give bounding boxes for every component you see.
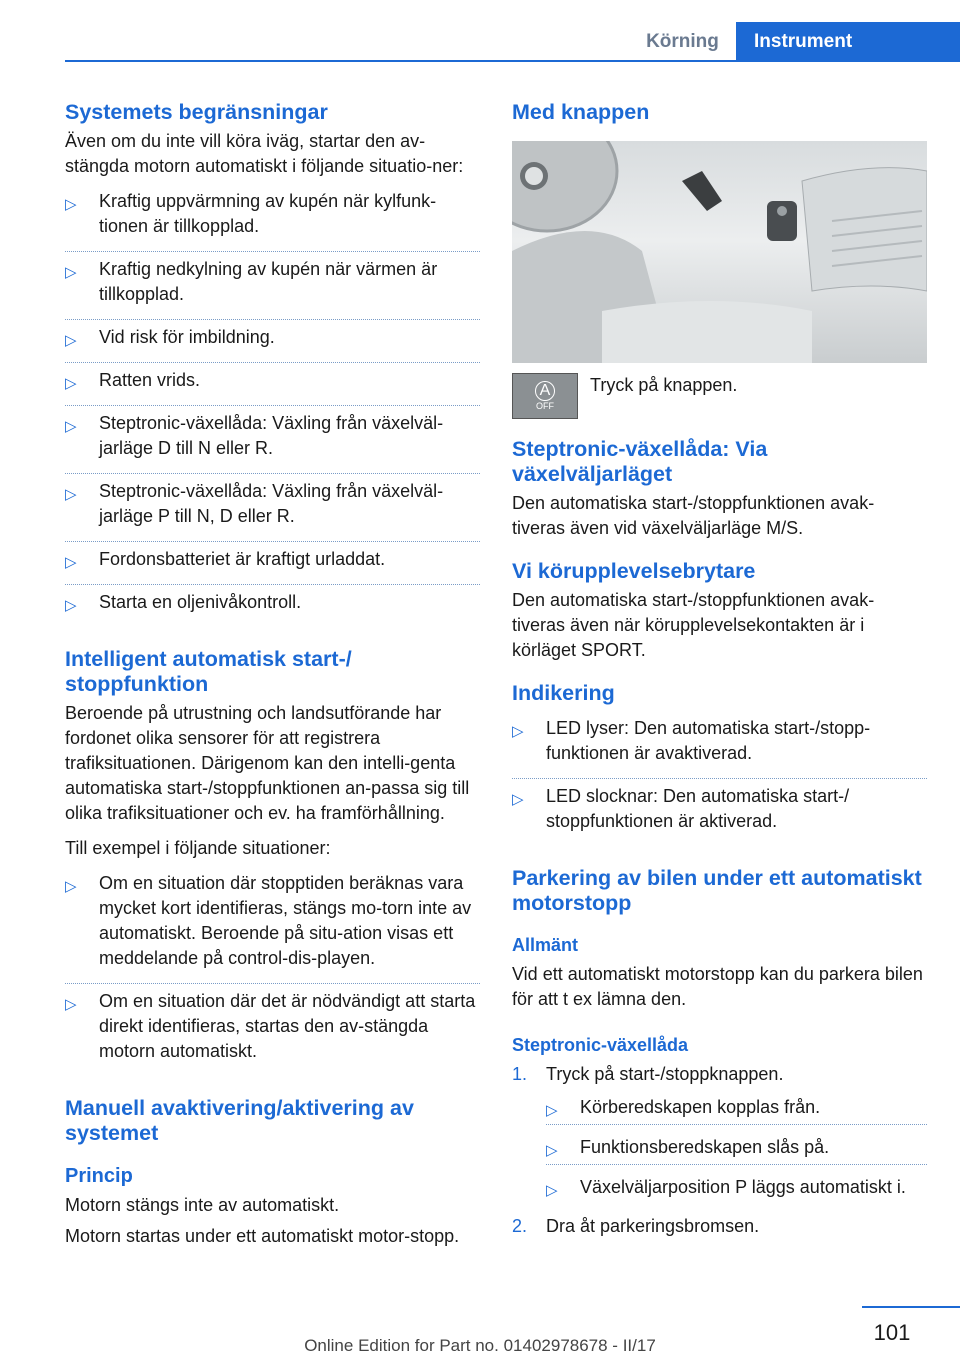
list-item-text: Om en situation där det är nödvändigt att starta direkt identifieras, startas den av-stängda motorn automatiskt. (99, 991, 476, 1061)
header-rule (65, 60, 960, 62)
list-item (512, 716, 927, 776)
page-number: 101 (873, 1320, 911, 1345)
triangle-bullet-icon: ▷ (512, 723, 524, 740)
list-item-text: Fordonsbatteriet är kraftigt urladdat. (99, 549, 386, 569)
step-subitem (546, 1095, 927, 1125)
princip-line-1: Motorn stängs inte av automatiskt. (65, 1195, 340, 1215)
list-item-text: Steptronic-växellåda: Växling från växelväl-jarläge P till N, D eller R. (99, 481, 444, 526)
list-item (65, 368, 480, 403)
intelligent-examples-intro: Till exempel i följande situationer: (65, 838, 331, 858)
step-text: Tryck på start-/stoppknappen. (546, 1064, 784, 1084)
list-item-text: LED slocknar: Den automatiska start-/ stoppfunktionen är aktiverad. (546, 786, 850, 831)
triangle-bullet-icon: ▷ (65, 878, 77, 895)
triangle-bullet-icon: ▷ (65, 418, 77, 435)
limitations-intro: Även om du inte vill köra iväg, startar den av-stängda motorn automatiskt i följande situatio-ner: (65, 131, 464, 176)
list-item (65, 547, 480, 582)
auto-start-stop-letter: A (535, 381, 555, 401)
page-footer (0, 1306, 960, 1362)
tab-section[interactable]: Körning (646, 31, 719, 52)
left-column (65, 100, 480, 1259)
triangle-bullet-icon: ▷ (65, 264, 77, 281)
list-item-text: LED lyser: Den automatiska start-/stopp-funktionen är avaktiverad. (546, 718, 871, 763)
page-header (0, 0, 960, 62)
right-column (512, 100, 927, 1249)
list-item-text: Ratten vrids. (99, 370, 201, 390)
list-item (65, 411, 480, 471)
footer-rule (862, 1306, 960, 1308)
triangle-bullet-icon: ▷ (65, 554, 77, 571)
list-item (65, 325, 480, 360)
list-item (65, 189, 480, 249)
list-item (65, 871, 480, 981)
triangle-bullet-icon: ▷ (546, 1142, 558, 1159)
triangle-bullet-icon: ▷ (65, 332, 77, 349)
list-item-text: Starta en oljenivåkontroll. (99, 592, 302, 612)
subsection-title-steptronic: Steptronic-växellåda (512, 1035, 689, 1055)
triangle-bullet-icon: ▷ (65, 486, 77, 503)
dashboard-illustration (512, 141, 927, 363)
section-title-limitations: Systemets begränsningar (65, 100, 328, 124)
section-title-parking: Parkering av bilen under ett automatiskt motorstopp (512, 866, 922, 915)
indication-list (512, 716, 927, 844)
step-subitem-text: Funktionsberedskapen slås på. (580, 1137, 830, 1157)
parking-steps (512, 1062, 927, 1239)
dashboard-photo (512, 141, 927, 363)
drive-mode-paragraph: Den automatiska start-/stoppfunktionen avak-tiveras även när körupplevelsekontakten är i körläget SPORT. (512, 590, 875, 660)
section-title-drive-mode: Vi körupplevelsebrytare (512, 559, 756, 583)
limitations-list (65, 189, 480, 625)
triangle-bullet-icon: ▷ (546, 1102, 558, 1119)
triangle-bullet-icon: ▷ (65, 196, 77, 213)
section-title-button: Med knappen (512, 100, 650, 124)
off-label: OFF (536, 401, 554, 411)
triangle-bullet-icon: ▷ (65, 597, 77, 614)
button-instruction-row (512, 373, 927, 419)
step-sublist (546, 1095, 927, 1204)
subsection-title-general: Allmänt (512, 935, 579, 955)
triangle-bullet-icon: ▷ (65, 375, 77, 392)
parking-paragraph: Vid ett automatiskt motorstopp kan du parkera bilen för att t ex lämna den. (512, 964, 923, 1009)
list-item (65, 257, 480, 317)
triangle-bullet-icon: ▷ (546, 1182, 558, 1199)
section-title-steptronic: Steptronic-växellåda: Via växelväljarläget (512, 437, 768, 486)
princip-line-2: Motorn startas under ett automatiskt motor-stopp. (65, 1226, 460, 1246)
step-item (512, 1214, 927, 1239)
step-number: 2. (512, 1216, 528, 1236)
list-item-text: Kraftig nedkylning av kupén när värmen är tillkopplad. (99, 259, 438, 304)
step-subitem-text: Körberedskapen kopplas från. (580, 1097, 821, 1117)
section-title-manual: Manuell avaktivering/aktivering av systemet (65, 1096, 414, 1145)
button-instruction-text: Tryck på knappen. (590, 375, 738, 395)
step-subitem (546, 1175, 927, 1204)
list-item (512, 784, 927, 844)
list-item (65, 479, 480, 539)
subsection-title-princip: Princip (65, 1165, 133, 1187)
edition-note: Online Edition for Part no. 01402978678 - II/17 (304, 1336, 656, 1355)
tab-chapter-active[interactable]: Instrument (736, 22, 960, 62)
list-item (65, 590, 480, 625)
list-item-text: Om en situation där stopptiden beräknas vara mycket kort identifieras, stängs mo-torn inte av automatiskt. Beroende på situ-ation visas ett meddelande på control-dis-playen. (99, 873, 472, 968)
list-item-text: Kraftig uppvärmning av kupén när kylfunk-tionen är tillkopplad. (99, 191, 437, 236)
list-item-text: Vid risk för imbildning. (99, 327, 275, 347)
list-item-text: Steptronic-växellåda: Växling från växelväl-jarläge D till N eller R. (99, 413, 444, 458)
auto-start-stop-off-button-icon (512, 373, 578, 419)
section-title-indication: Indikering (512, 681, 615, 705)
step-subitem-text: Växelväljarposition P läggs automatiskt i. (580, 1177, 906, 1197)
step-number: 1. (512, 1064, 528, 1084)
triangle-bullet-icon: ▷ (65, 996, 77, 1013)
step-item (512, 1062, 927, 1204)
step-subitem (546, 1135, 927, 1165)
intelligent-list (65, 871, 480, 1074)
step-text: Dra åt parkeringsbromsen. (546, 1216, 760, 1236)
intelligent-paragraph: Beroende på utrustning och landsutförande har fordonet olika sensorer för att registrera trafiksituationen. Därigenom kan den intelli-genta automatiska start-/stoppfunktionen an-passa sig till olika trafiksituationer och ev. ha framförhållning. (65, 703, 470, 823)
list-item (65, 989, 480, 1074)
section-title-intelligent: Intelligent automatisk start-/ stoppfunktion (65, 647, 352, 696)
triangle-bullet-icon: ▷ (512, 791, 524, 808)
steptronic-paragraph: Den automatiska start-/stoppfunktionen avak-tiveras även vid växelväljarläge M/S. (512, 493, 875, 538)
